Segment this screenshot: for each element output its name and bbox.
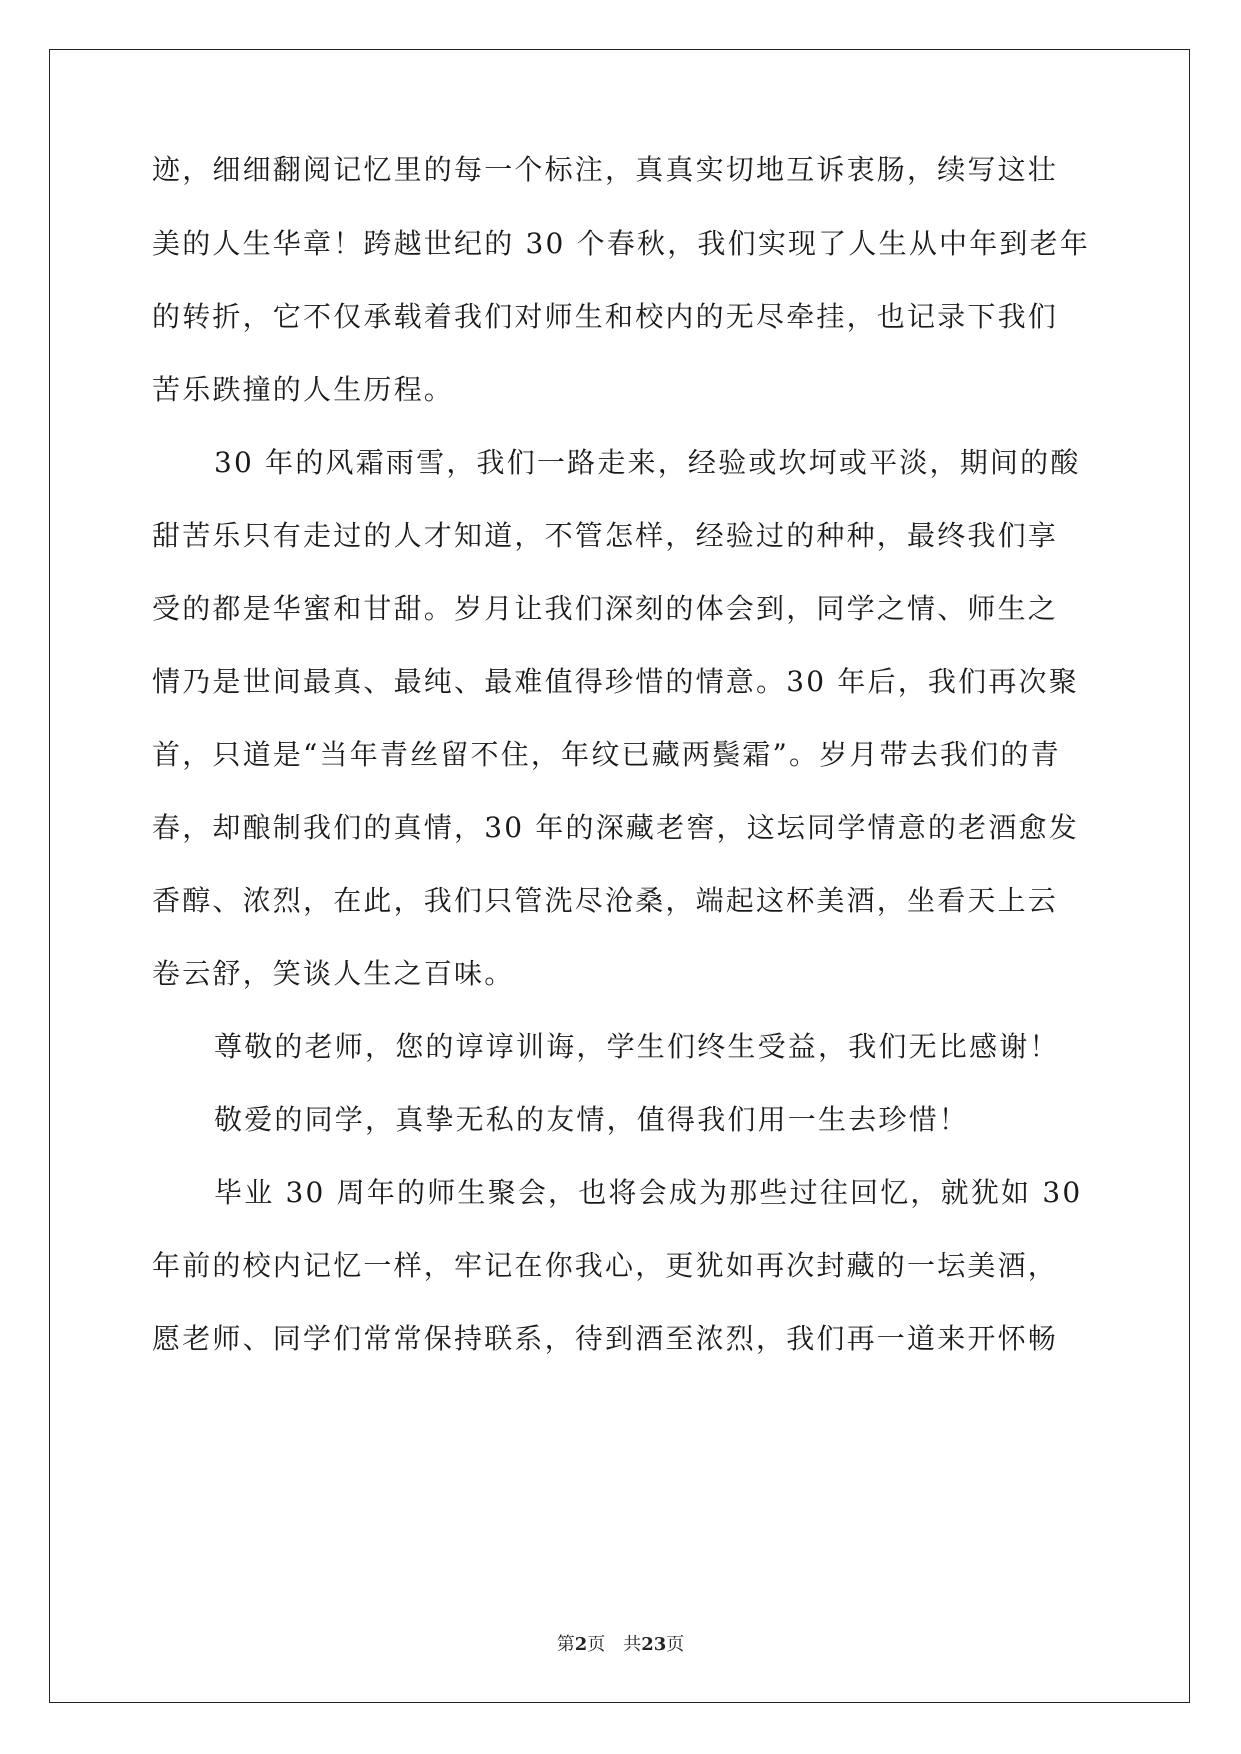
page-number: 2 bbox=[574, 1634, 588, 1655]
text-line: 情乃是世间最真、最纯、最难值得珍惜的情意。30 年后，我们再次聚 bbox=[152, 665, 1079, 698]
text-line: 的转折，它不仅承载着我们对师生和校内的无尽牵挂，也记录下我们 bbox=[152, 300, 1059, 333]
text-line: 迹，细细翻阅记忆里的每一个标注，真真实切地互诉衷肠，续写这壮 bbox=[152, 153, 1059, 186]
text-line: 苦乐跌撞的人生历程。 bbox=[152, 373, 455, 406]
page-prefix: 第 bbox=[556, 1634, 575, 1655]
text-line: 首，只道是“当年青丝留不住，年纹已藏两鬓霜”。岁月带去我们的青 bbox=[152, 738, 1061, 771]
text-line: 卷云舒，笑谈人生之百味。 bbox=[152, 957, 515, 990]
paragraph-first-line: 敬爱的同学，真挚无私的友情，值得我们用一生去珍惜！ bbox=[214, 1103, 970, 1136]
total-pages: 23 bbox=[641, 1634, 667, 1655]
total-suffix: 页 bbox=[666, 1634, 685, 1655]
paragraph-first-line: 毕业 30 周年的师生聚会，也将会成为那些过往回忆，就犹如 30 bbox=[214, 1176, 1083, 1209]
paragraph-first-line: 尊敬的老师，您的谆谆训诲，学生们终生受益，我们无比感谢！ bbox=[214, 1030, 1060, 1063]
page-suffix: 页 bbox=[587, 1634, 606, 1655]
text-line: 甜苦乐只有走过的人才知道，不管怎样，经验过的种种，最终我们享 bbox=[152, 519, 1059, 552]
text-line: 美的人生华章！跨越世纪的 30 个春秋，我们实现了人生从中年到老年 bbox=[152, 227, 1091, 260]
text-line: 受的都是华蜜和甘甜。岁月让我们深刻的体会到，同学之情、师生之 bbox=[152, 592, 1059, 625]
text-line: 年前的校内记忆一样，牢记在你我心，更犹如再次封藏的一坛美酒， bbox=[152, 1249, 1059, 1282]
text-line: 春，却酿制我们的真情，30 年的深藏老窖，这坛同学情意的老酒愈发 bbox=[152, 811, 1079, 844]
total-prefix: 共 bbox=[623, 1634, 642, 1655]
text-line: 香醇、浓烈，在此，我们只管洗尽沧桑，端起这杯美酒，坐看天上云 bbox=[152, 884, 1059, 917]
paragraph-first-line: 30 年的风霜雨雪，我们一路走来，经验或坎坷或平淡，期间的酸 bbox=[214, 446, 1081, 479]
text-line: 愿老师、同学们常常保持联系，待到酒至浓烈，我们再一道来开怀畅 bbox=[152, 1322, 1059, 1355]
page-footer bbox=[0, 1633, 1241, 1657]
